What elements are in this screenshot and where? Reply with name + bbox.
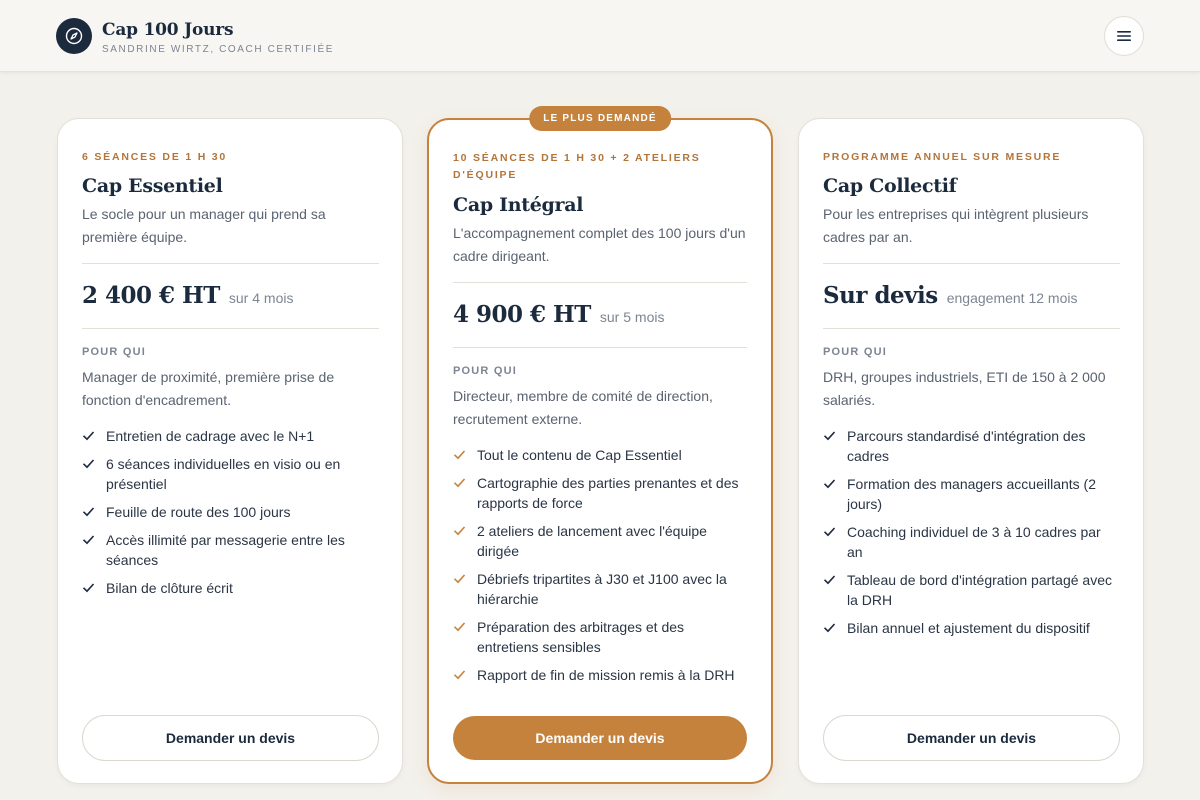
most-requested-badge: LE PLUS DEMANDÉ: [529, 106, 671, 131]
feature-list: [823, 426, 1120, 638]
divider: [82, 263, 379, 264]
check-icon: [453, 524, 466, 537]
plan-card-content: [823, 149, 1120, 646]
check-icon: [823, 621, 836, 634]
top-bar: [0, 0, 1200, 72]
brand-subtitle: SANDRINE WIRTZ, COACH CERTIFIÉE: [102, 44, 335, 55]
feature-text: Parcours standardisé d'intégration des cadres: [847, 428, 1086, 464]
check-icon: [82, 429, 95, 442]
audience-label: POUR QUI: [453, 365, 517, 377]
divider: [453, 282, 747, 283]
plan-price: Sur devis: [823, 282, 938, 309]
price-note: sur 4 mois: [228, 290, 294, 306]
feature-text: Rapport de fin de mission remis à la DRH: [477, 667, 735, 683]
plan-description: L'accompagnement complet des 100 jours d'un cadre dirigeant.: [453, 225, 746, 264]
divider: [82, 328, 379, 329]
feature-item: [823, 522, 1120, 562]
check-icon: [82, 505, 95, 518]
brand-title[interactable]: Cap 100 Jours: [102, 20, 234, 40]
plan-name: Cap Intégral: [453, 194, 584, 216]
plan-description: Pour les entreprises qui intègrent plusieurs cadres par an.: [823, 206, 1089, 245]
plan-eyebrow: PROGRAMME ANNUEL SUR MESURE: [823, 151, 1062, 163]
audience-text: DRH, groupes industriels, ETI de 150 à 2 000 salariés.: [823, 369, 1106, 408]
feature-list: [453, 445, 747, 685]
feature-text: Cartographie des parties prenantes et des rapports de force: [477, 475, 739, 511]
plan-price: 4 900 € HT: [453, 301, 591, 328]
price-note: engagement 12 mois: [946, 290, 1078, 306]
feature-text: 6 séances individuelles en visio ou en présentiel: [106, 456, 341, 492]
check-icon: [453, 620, 466, 633]
check-icon: [82, 457, 95, 470]
plan-card-content: [82, 149, 379, 606]
feature-list: [82, 426, 379, 598]
menu-button[interactable]: [1104, 16, 1144, 56]
feature-item: [823, 426, 1120, 466]
check-icon: [82, 581, 95, 594]
check-icon: [453, 476, 466, 489]
check-icon: [823, 525, 836, 538]
feature-text: Entretien de cadrage avec le N+1: [106, 428, 315, 444]
check-icon: [453, 572, 466, 585]
plan-eyebrow: 10 SÉANCES DE 1 H 30 + 2 ATELIERS D'ÉQUIPE: [453, 152, 701, 181]
feature-text: Préparation des arbitrages et des entretiens sensibles: [477, 619, 685, 655]
plan-card-content: [453, 150, 747, 693]
price-row: [453, 301, 747, 331]
feature-text: Débriefs tripartites à J30 et J100 avec la hiérarchie: [477, 571, 727, 607]
hamburger-menu-icon: [1116, 29, 1132, 43]
feature-text: Tableau de bord d'intégration partagé avec la DRH: [847, 572, 1112, 608]
divider: [823, 328, 1120, 329]
audience-label: POUR QUI: [823, 346, 887, 358]
plan-price: 2 400 € HT: [82, 282, 220, 309]
price-row: [823, 282, 1120, 312]
audience-text: Manager de proximité, première prise de fonction d'encadrement.: [82, 369, 335, 408]
feature-text: Formation des managers accueillants (2 jours): [847, 476, 1097, 512]
feature-text: Bilan annuel et ajustement du dispositif: [847, 620, 1090, 636]
feature-item: [823, 570, 1120, 610]
audience-text: Directeur, membre de comité de direction, recrutement externe.: [453, 388, 713, 427]
divider: [453, 347, 747, 348]
check-icon: [453, 668, 466, 681]
feature-item: [453, 665, 747, 685]
feature-text: Bilan de clôture écrit: [106, 580, 233, 596]
plan-card-integral: [427, 113, 773, 784]
plan-name: Cap Essentiel: [82, 175, 223, 197]
compass-icon[interactable]: [56, 18, 92, 54]
check-icon: [823, 477, 836, 490]
feature-item: [453, 473, 747, 513]
feature-text: Tout le contenu de Cap Essentiel: [477, 447, 682, 463]
feature-text: Coaching individuel de 3 à 10 cadres par an: [847, 524, 1101, 560]
check-icon: [823, 573, 836, 586]
check-icon: [453, 448, 466, 461]
check-icon: [82, 533, 95, 546]
feature-item: [823, 618, 1120, 638]
feature-item: [82, 454, 379, 494]
feature-item: [823, 474, 1120, 514]
feature-item: [82, 530, 379, 570]
request-quote-button[interactable]: Demander un devis: [453, 716, 747, 760]
request-quote-button[interactable]: Demander un devis: [82, 715, 379, 761]
feature-item: [453, 521, 747, 561]
price-row: [82, 282, 379, 312]
audience-label: POUR QUI: [82, 346, 146, 358]
feature-text: Accès illimité par messagerie entre les séances: [106, 532, 345, 568]
plan-card-collectif: [798, 118, 1144, 784]
request-quote-button[interactable]: Demander un devis: [823, 715, 1120, 761]
feature-item: [453, 617, 747, 657]
plan-description: Le socle pour un manager qui prend sa première équipe.: [82, 206, 326, 245]
plan-eyebrow: 6 SÉANCES DE 1 H 30: [82, 151, 228, 163]
divider: [823, 263, 1120, 264]
price-note: sur 5 mois: [599, 309, 665, 325]
feature-text: Feuille de route des 100 jours: [106, 504, 291, 520]
feature-text: 2 ateliers de lancement avec l'équipe dirigée: [477, 523, 707, 559]
feature-item: [82, 426, 379, 446]
plan-card-essentiel: [57, 118, 403, 784]
check-icon: [823, 429, 836, 442]
feature-item: [82, 578, 379, 598]
plan-name: Cap Collectif: [823, 175, 957, 197]
feature-item: [453, 569, 747, 609]
feature-item: [82, 502, 379, 522]
feature-item: [453, 445, 747, 465]
